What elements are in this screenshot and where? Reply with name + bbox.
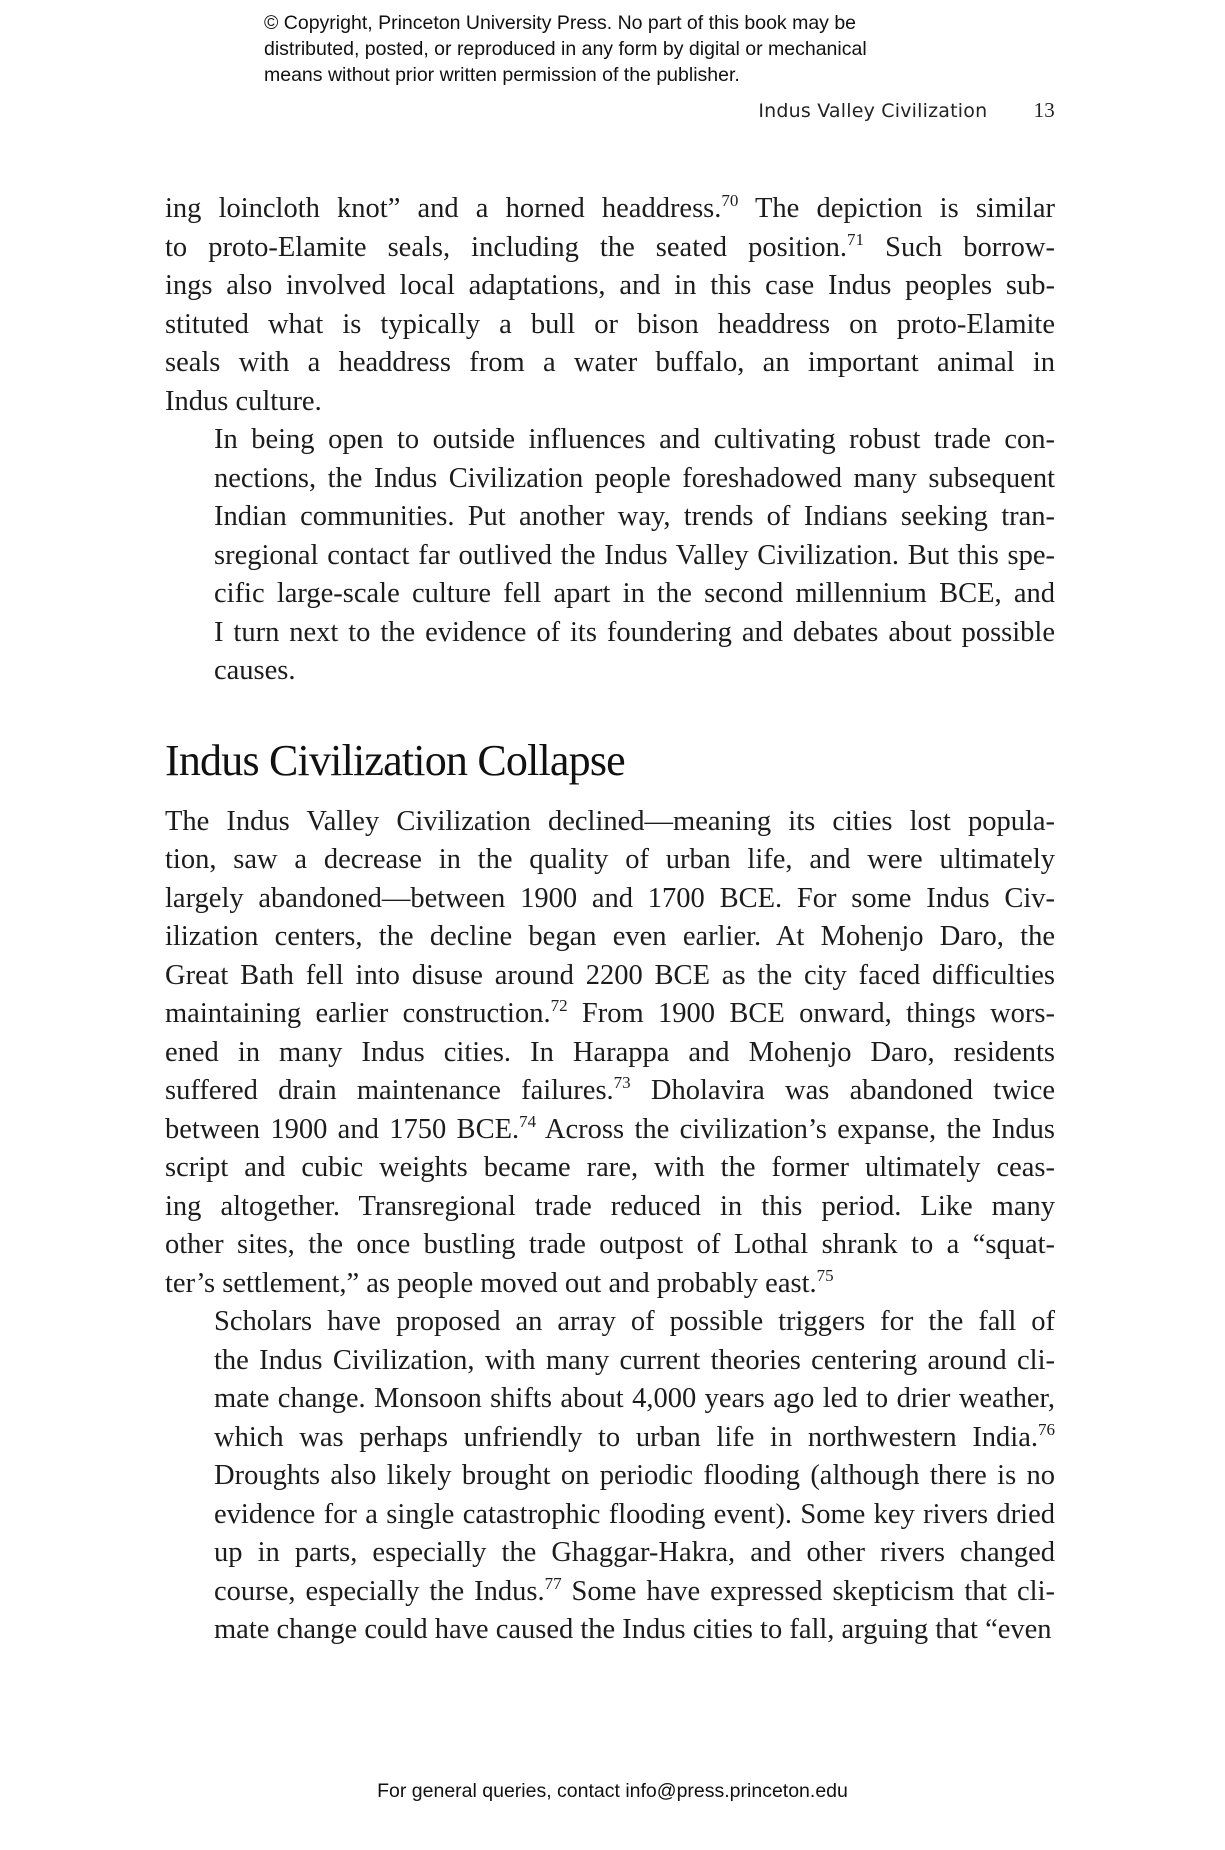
text-line: Great Bath fell into disuse around 2200 BCE as the city faced difficulties	[165, 959, 1055, 991]
text-line: suffered drain maintenance failures.$^{73}$ Dholavira was abandoned twice	[165, 1073, 1055, 1106]
text-line: Indian communities. Put another way, trends of Indians seeking tran-	[214, 501, 1055, 532]
text-line: largely abandoned—between 1900 and 1700 BCE. For some Indus Civ-	[165, 882, 1055, 914]
text-line: stituted what is typically a bull or bison headdress on proto-Elamite	[165, 308, 1055, 340]
copyright-line: distributed, posted, or reproduced in any form by digital or mechanical	[264, 38, 867, 60]
text-line: to proto-Elamite seals, including the seated position.$^{71}$ Such borrow-	[165, 229, 1055, 263]
text-line: up in parts, especially the Ghaggar-Hakra, and other rivers changed	[214, 1537, 1055, 1568]
text-line: seals with a headdress from a water buffalo, an important animal in	[165, 347, 1055, 378]
text-line: In being open to outside influences and cultivating robust trade con-	[214, 424, 1055, 455]
text-line: sregional contact far outlived the Indus Valley Civilization. But this spe-	[214, 539, 1055, 571]
section-heading: Indus Civilization Collapse	[165, 735, 625, 785]
footnote-reference[interactable]: 75	[816, 1265, 834, 1285]
text-line: the Indus Civilization, with many current theories centering around cli-	[214, 1344, 1055, 1376]
footnote-reference[interactable]: 70	[721, 191, 739, 210]
paragraph	[165, 190, 1055, 421]
text-line: The Indus Valley Civilization declined—meaning its cities lost popula-	[165, 805, 1055, 837]
footer-contact: For general queries, contact info@press.princeton.edu	[377, 1780, 848, 1802]
text-line: ened in many Indus cities. In Harappa and Mohenjo Daro, residents	[165, 1036, 1055, 1068]
footnote-reference[interactable]: 73	[613, 1073, 631, 1092]
text-line: tion, saw a decrease in the quality of urban life, and were ultimately	[165, 844, 1055, 875]
footnote-reference[interactable]: 77	[544, 1573, 562, 1593]
text-line: I turn next to the evidence of its foundering and debates about possible	[214, 616, 1055, 648]
copyright-line: © Copyright, Princeton University Press. No part of this book may be	[264, 12, 857, 34]
footnote-reference[interactable]: 72	[550, 996, 568, 1015]
footnote-reference[interactable]: 71	[847, 229, 865, 249]
text-line: nections, the Indus Civilization people foreshadowed many subsequent	[214, 462, 1055, 494]
text-line: ter’s settlement,” as people moved out and probably east.$^{75}$	[165, 1265, 834, 1299]
footnote-reference[interactable]: 76	[1038, 1419, 1055, 1439]
body-text	[165, 190, 1055, 1650]
running-title: Indus Valley Civilization	[758, 100, 988, 122]
text-line: course, especially the Indus.$^{77}$ Some have expressed skepticism that cli-	[214, 1573, 1055, 1607]
text-line: maintaining earlier construction.$^{72}$ From 1900 BCE onward, things wors-	[165, 996, 1055, 1029]
running-head	[758, 98, 1055, 123]
text-line: cific large-scale culture fell apart in the second millennium BCE, and	[214, 578, 1055, 609]
text-line: mate change could have caused the Indus cities to fall, arguing that “even	[214, 1614, 1052, 1645]
text-line: Droughts also likely brought on periodic flooding (although there is no	[214, 1460, 1055, 1491]
text-line: Indus culture.	[165, 385, 322, 417]
paragraph	[165, 421, 1055, 691]
footnote-reference[interactable]: 74	[519, 1111, 537, 1131]
text-line: ilization centers, the decline began even earlier. At Mohenjo Daro, the	[165, 921, 1055, 952]
text-line: mate change. Monsoon shifts about 4,000 years ago led to drier weather,	[214, 1383, 1055, 1414]
copyright-line: means without prior written permission of the publisher.	[264, 64, 740, 86]
paragraph	[165, 1303, 1055, 1650]
text-line: which was perhaps unfriendly to urban life in northwestern India.$^{76}$	[214, 1419, 1055, 1453]
text-line: ing loincloth knot” and a horned headdress.$^{70}$ The depiction is similar	[165, 191, 1055, 224]
text-line: causes.	[214, 655, 296, 686]
page-number: 13	[1033, 98, 1055, 122]
text-line: ing altogether. Transregional trade reduced in this period. Like many	[165, 1190, 1055, 1222]
text-line: between 1900 and 1750 BCE.$^{74}$ Across the civilization’s expanse, the Indus	[165, 1111, 1056, 1145]
paragraph	[165, 803, 1055, 1304]
text-line: other sites, the once bustling trade outpost of Lothal shrank to a “squat-	[165, 1229, 1055, 1260]
text-line: ings also involved local adaptations, and in this case Indus peoples sub-	[165, 270, 1055, 301]
text-line: Scholars have proposed an array of possible triggers for the fall of	[214, 1306, 1055, 1337]
text-line: evidence for a single catastrophic flooding event). Some key rivers dried	[214, 1498, 1055, 1530]
copyright-notice	[264, 10, 984, 88]
text-line: script and cubic weights became rare, with the former ultimately ceas-	[165, 1152, 1055, 1183]
